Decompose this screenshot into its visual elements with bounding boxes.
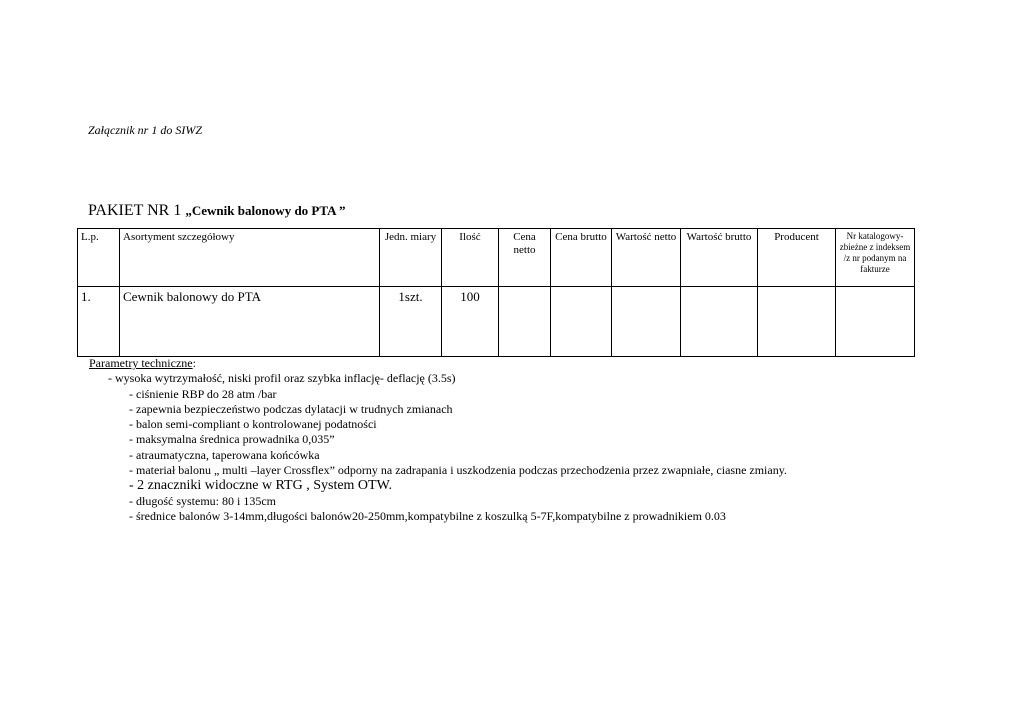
parameters-title-colon: : [192,356,196,370]
cell-jedn-miary: 1szt. [380,287,442,357]
header-nr-katalogowy: Nr katalogowy- zbieżne z indeksem /z nr podanym na fakturze [836,229,915,287]
attachment-label: Załącznik nr 1 do SIWZ [88,123,202,137]
parameter-item: - średnice balonów 3-14mm,długości balonów20-250mm,kompatybilne z koszulką 5-7F,kompatybilne z prowadnikiem 0.03 [129,508,726,523]
parameter-item: - ciśnienie RBP do 28 atm /bar [129,386,277,401]
cell-cena-brutto [551,287,612,357]
header-jedn-miary: Jedn. miary [380,229,442,287]
parameter-item: - wysoka wytrzymałość, niski profil oraz szybka inflację- deflację (3.5s) [108,371,456,386]
cell-lp: 1. [78,287,120,357]
header-ilosc: Ilość [442,229,499,287]
parameter-item: - 2 znaczniki widoczne w RTG , System OTW. [129,478,393,494]
header-asortyment: Asortyment szczegółowy [120,229,380,287]
cell-asortyment: Cewnik balonowy do PTA [120,287,380,357]
technical-parameters [89,356,787,524]
package-subtitle: „Cewnik balonowy do PTA ” [185,203,346,218]
parameters-heading [89,356,787,371]
cell-wartosc-brutto [681,287,758,357]
parameter-item: - materiał balonu „ multi –layer Crossflex” odporny na zadrapania i uszkodzenia podczas przechodzenia przez zwapniałe, ciasne zmiany. [129,463,787,478]
header-cena-netto: Cena netto [499,229,551,287]
cell-wartosc-netto [612,287,681,357]
parameter-item: - zapewnia bezpieczeństwo podczas dylatacji w trudnych zmianach [129,401,453,416]
header-wartosc-brutto: Wartość brutto [681,229,758,287]
parameter-item: - maksymalna średnica prowadnika 0,035” [129,432,335,447]
cell-nr-katalogowy [836,287,915,357]
parameter-item: - balon semi-compliant o kontrolowanej podatności [129,417,377,432]
header-lp: L.p. [78,229,120,287]
parameter-item: - długość systemu: 80 i 135cm [129,493,276,508]
package-number: PAKIET NR 1 [88,202,186,219]
cell-ilosc: 100 [442,287,499,357]
cell-producent [758,287,836,357]
header-cena-brutto: Cena brutto [551,229,612,287]
product-table [77,228,915,357]
header-producent: Producent [758,229,836,287]
cell-cena-netto [499,287,551,357]
package-title [88,202,346,220]
parameters-title: Parametry techniczne [89,356,193,370]
parameter-item: - atraumatyczna, taperowana końcówka [129,447,320,462]
table-row [78,287,915,357]
header-wartosc-netto: Wartość netto [612,229,681,287]
table-header-row [78,229,915,287]
